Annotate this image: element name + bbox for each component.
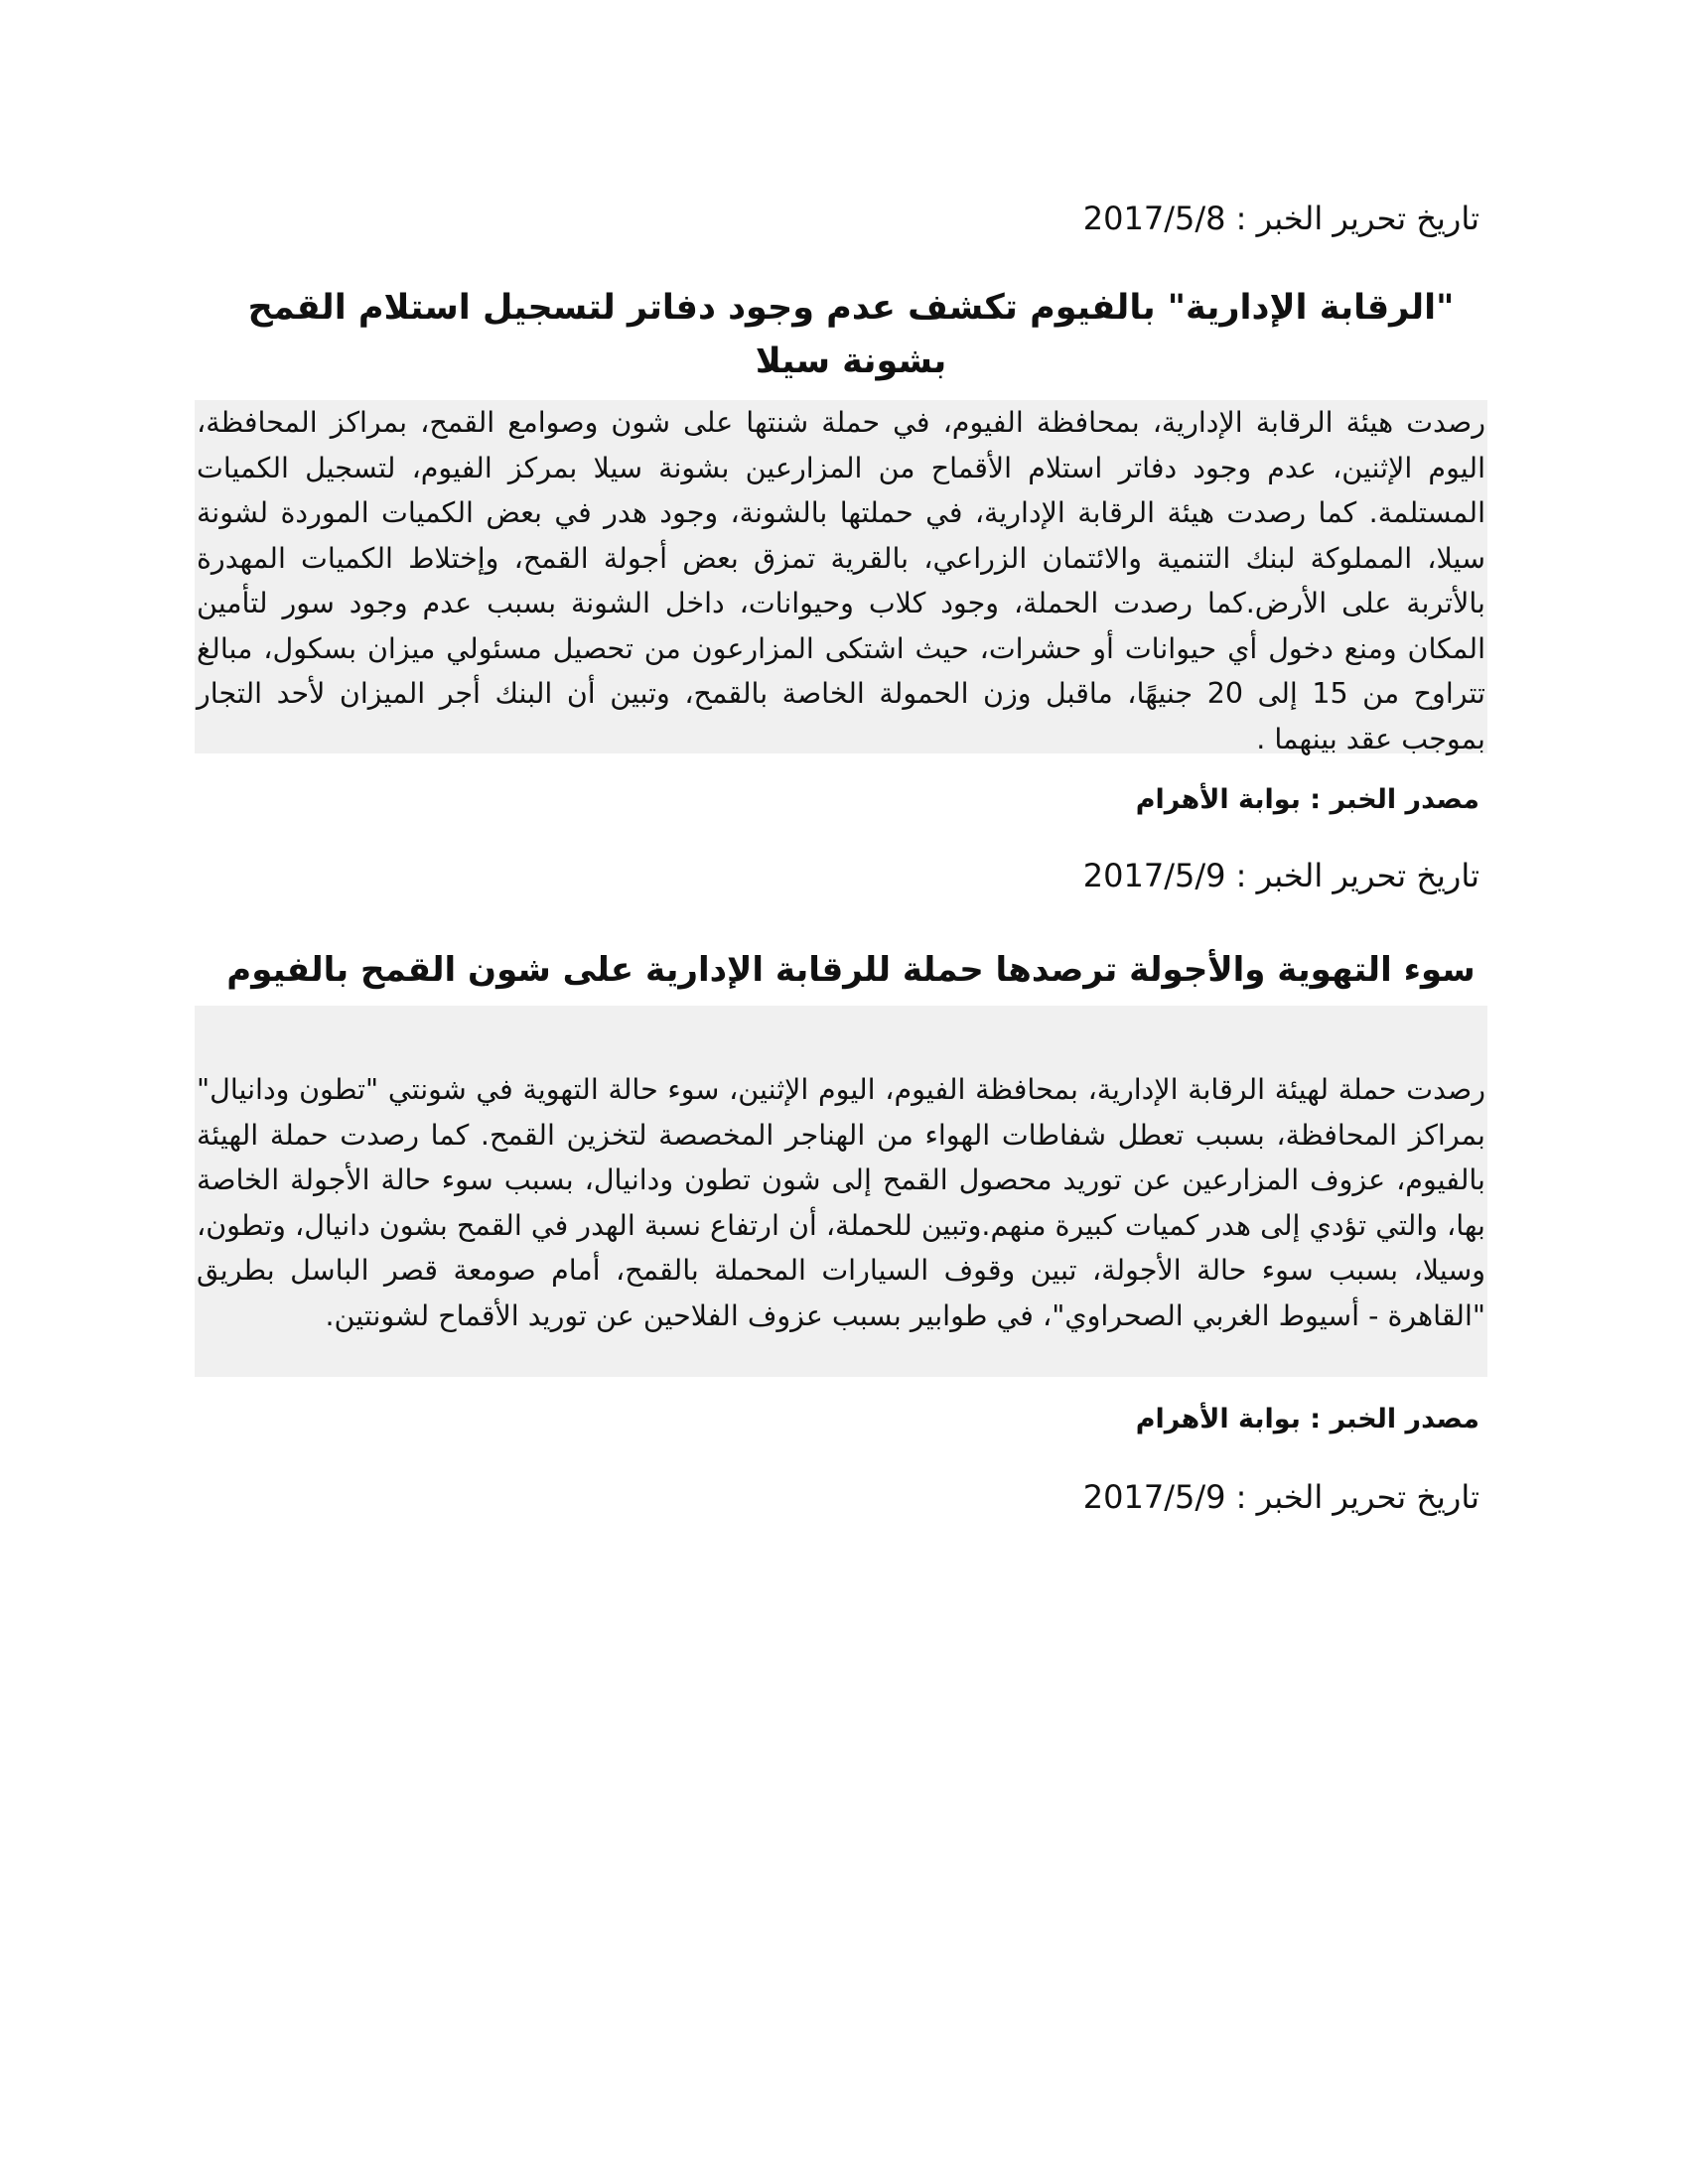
news-body-text: رصدت حملة لهيئة الرقابة الإدارية، بمحافظة الفيوم، اليوم الإثنين، سوء حالة التهوية في شونتي "تطون ودانيال" بمراكز المحافظة، بسبب تعطل شفاطات الهواء من الهناجر المخصصة لتخزين القمح. كما رصدت حملة الهيئة بالفيوم، عزوف المزارعين عن توريد محصول القمح إلى شون تطون ودانيال، بسبب سوء حالة الأجولة الخاصة بها، والتي تؤدي إلى هدر كميات كبيرة منهم.وتبين للحملة، أن ارتفاع نسبة الهدر في القمح بشون دانيال، وتطون، وسيلا، بسبب سوء حالة الأجولة، تبين وقوف السيارات المحملة بالقمح، أمام صومعة قصر الباسل بطريق "القاهرة - أسيوط الغربي الصحراوي"، في طوابير بسبب عزوف الفلاحين عن توريد الأقماح لشونتين. [197, 1073, 1485, 1332]
news-date-line: تاريخ تحرير الخبر : 2017/5/9 [1082, 857, 1479, 894]
news-date-line: تاريخ تحرير الخبر : 2017/5/9 [1082, 1478, 1479, 1516]
news-source-line: مصدر الخبر : بوابة الأهرام [1135, 784, 1479, 815]
news-date-line: تاريخ تحرير الخبر : 2017/5/8 [1082, 200, 1479, 237]
news-title: سوء التهوية والأجولة ترصدها حملة للرقابة الإدارية على شون القمح بالفيوم [226, 950, 1476, 990]
news-source-line: مصدر الخبر : بوابة الأهرام [1135, 1404, 1479, 1434]
news-body [195, 1006, 1487, 1377]
news-body-text: رصدت هيئة الرقابة الإدارية، بمحافظة الفيوم، في حملة شنتها على شون وصوامع القمح، بمراكز المحافظة، اليوم الإثنين، عدم وجود دفاتر استلام الأقماح من المزارعين بشونة سيلا بمركز الفيوم، لتسجيل الكميات المستلمة. كما رصدت هيئة الرقابة الإدارية، في حملتها بالشونة، وجود هدر في بعض الكميات الموردة لشونة سيلا، المملوكة لبنك التنمية والائتمان الزراعي، بالقرية تمزق بعض أجولة القمح، وإختلاط الكميات المهدرة بالأتربة على الأرض.كما رصدت الحملة، وجود كلاب وحيوانات، داخل الشونة بسبب عدم وجود سور لتأمين المكان ومنع دخول أي حيوانات أو حشرات، حيث اشتكى المزارعون من تحصيل مسئولي ميزان بسكول، مبالغ تتراوح من 15 إلى 20 جنيهًا، ماقبل وزن الحمولة الخاصة بالقمح، وتبين أن البنك أجر الميزان لأحد التجار بموجب عقد بينهما . [197, 406, 1485, 755]
news-title: "الرقابة الإدارية" بالفيوم تكشف عدم وجود دفاتر لتسجيل استلام القمح بشونة سيلا [247, 288, 1455, 381]
news-body [195, 400, 1487, 753]
